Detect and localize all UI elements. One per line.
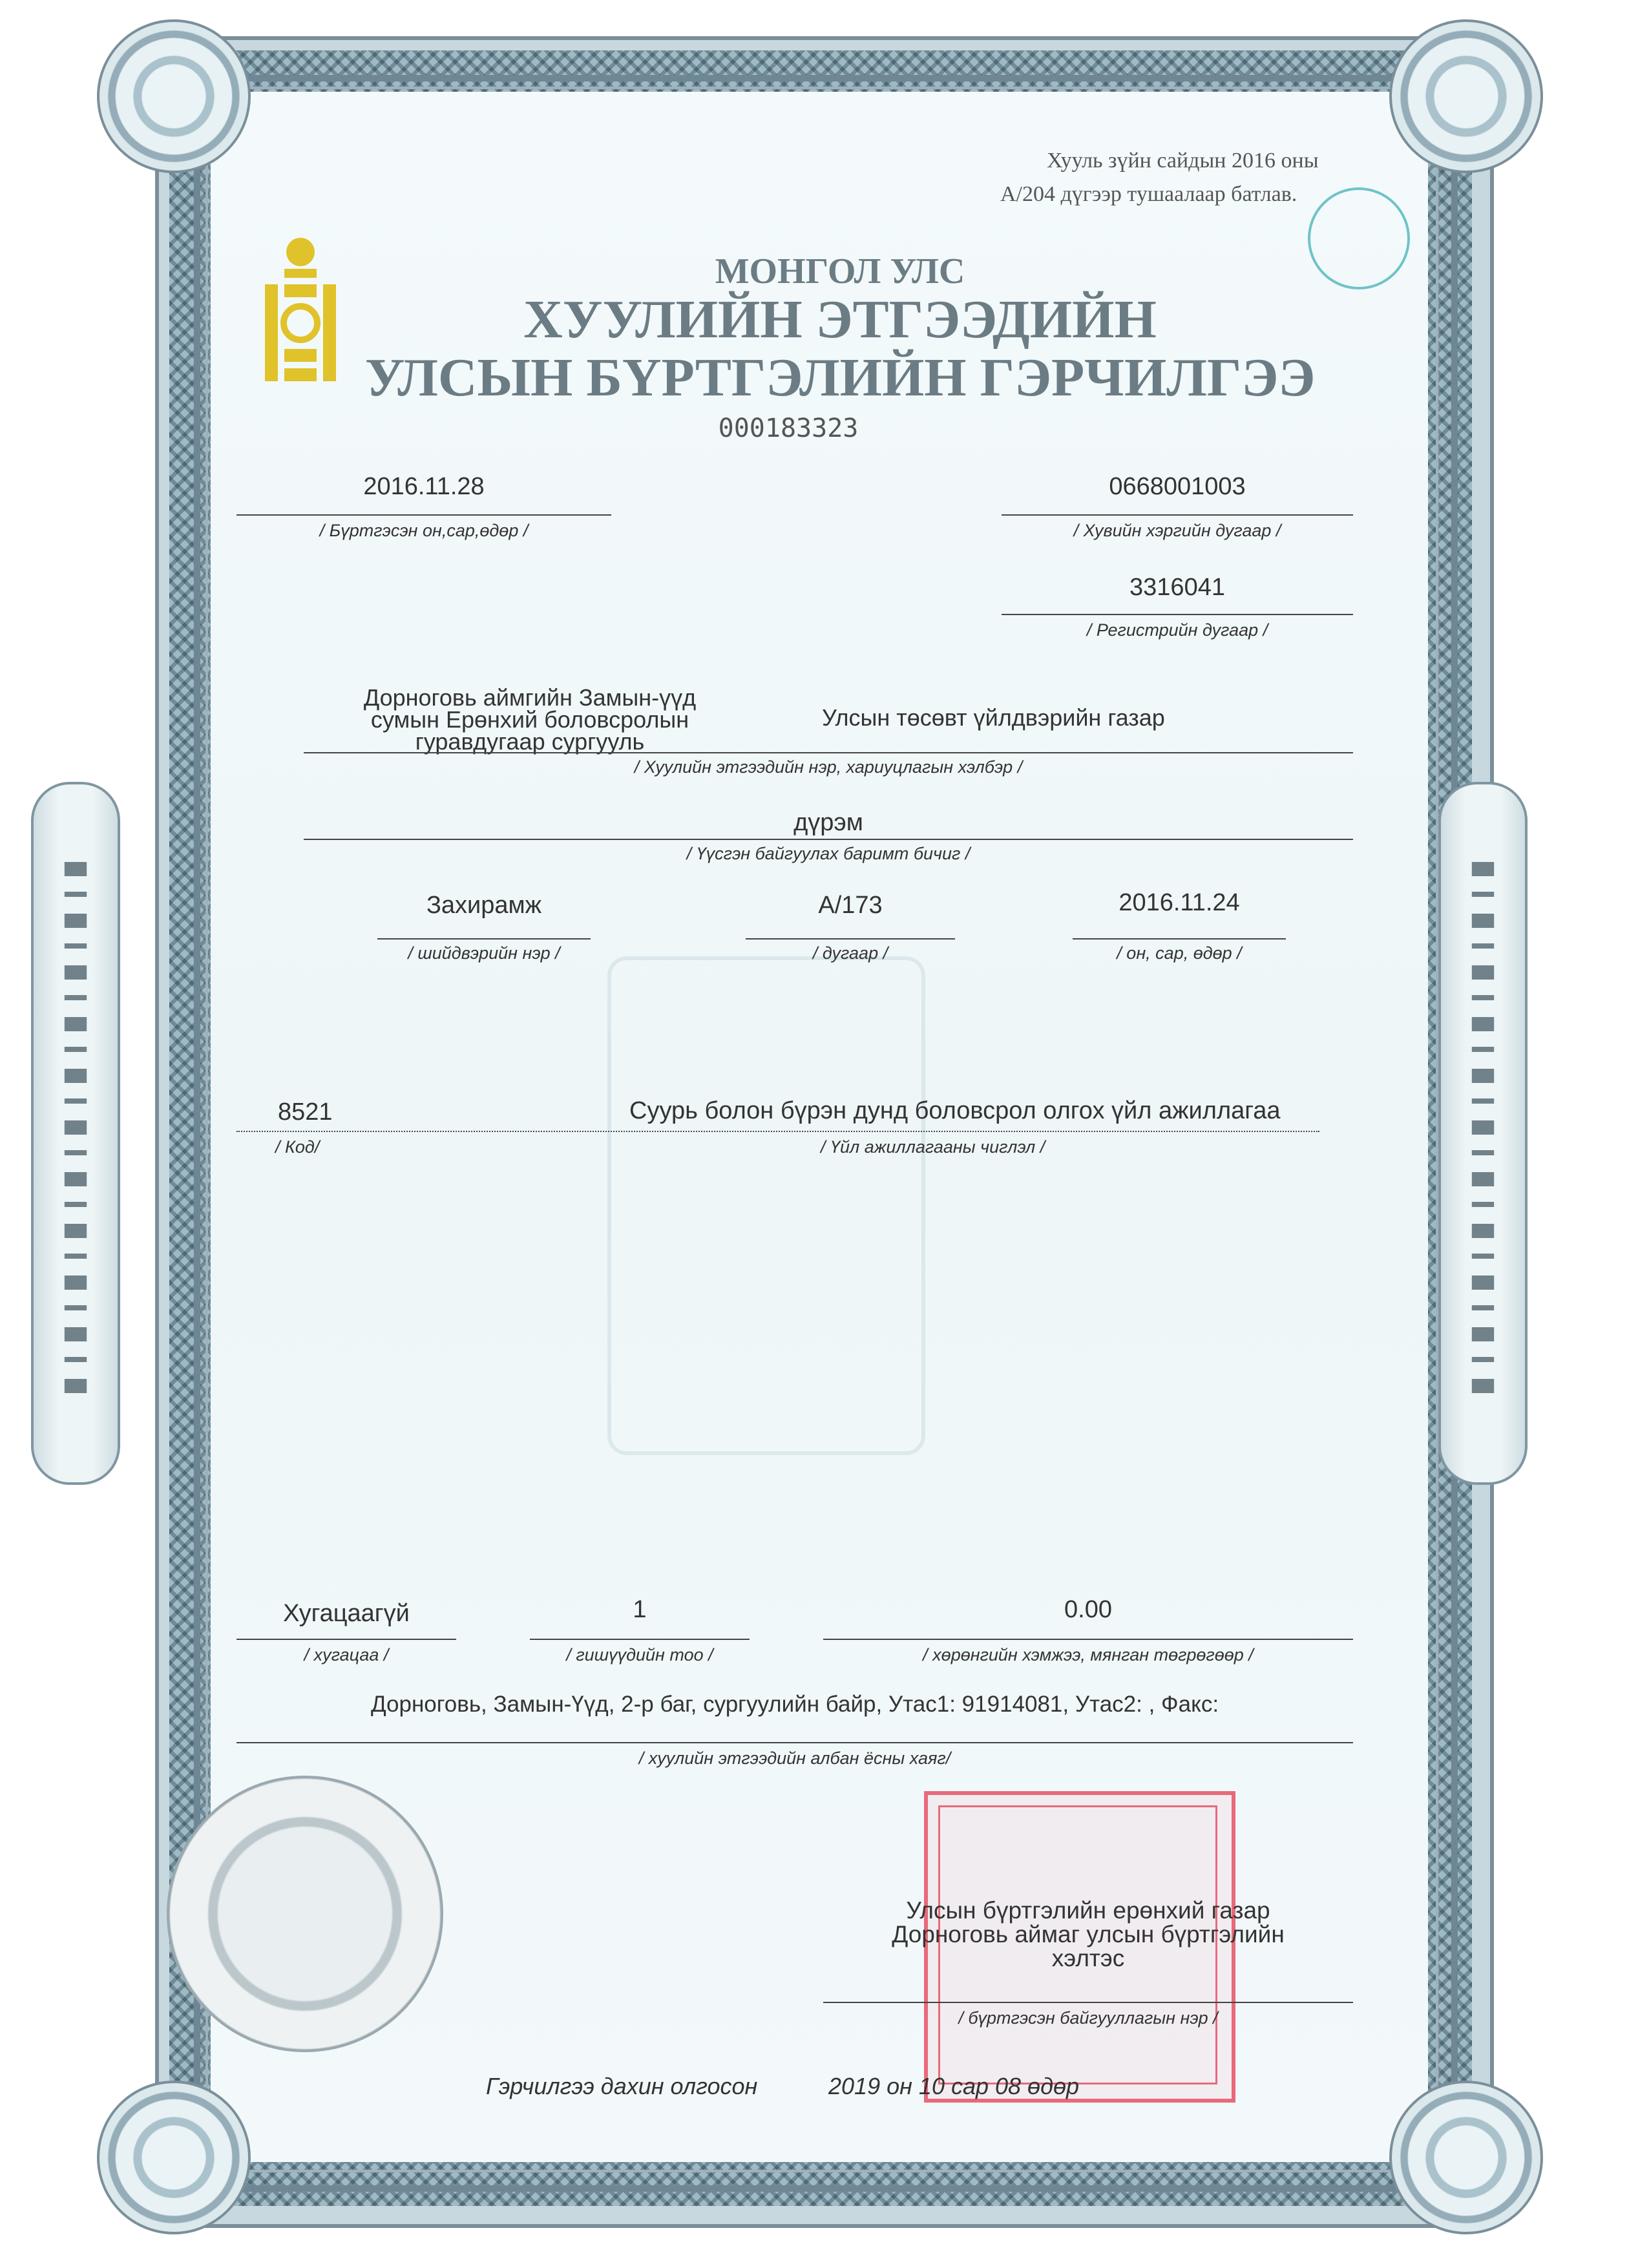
- register-number-value: 3316041: [1129, 574, 1225, 601]
- activity-code-label: / Код/: [275, 1137, 320, 1157]
- entity-name-line3: гуравдугаар сургууль: [415, 728, 645, 755]
- corner-ornament-bottom-right: [1389, 2081, 1543, 2234]
- address-value: Дорноговь, Замын-Үүд, 2-р баг, сургуулийн байр, Утас1: 91914081, Утас2: , Факс:: [370, 1692, 1219, 1717]
- capital-label: / хөрөнгийн хэмжээ, мянган төгрөгөөр /: [923, 1645, 1254, 1664]
- activity-code-value: 8521: [278, 1098, 333, 1126]
- side-panel-right: [1438, 782, 1528, 1485]
- official-seal: [167, 1776, 443, 2052]
- decision-number-value: А/173: [818, 892, 883, 919]
- founding-doc-value: дүрэм: [793, 809, 863, 836]
- register-number-label: / Регистрийн дугаар /: [1086, 620, 1268, 640]
- issuer-label: / бүртгэсэн байгууллагын нэр /: [958, 2008, 1218, 2028]
- address-line: [236, 1742, 1353, 1743]
- decision-number-line: [746, 938, 955, 940]
- entity-name-line2: сумын Ерөнхий боловсролын: [370, 706, 689, 733]
- founding-doc-label: / Үүсгэн байгуулах баримт бичиг /: [686, 844, 971, 863]
- term-value: Хугацаагүй: [283, 1600, 410, 1627]
- issuer-line: [823, 2002, 1353, 2003]
- decision-name-value: Захирамж: [426, 892, 542, 919]
- decision-date-value: 2016.11.24: [1119, 889, 1240, 916]
- term-label: / хугацаа /: [304, 1645, 389, 1664]
- address-label: / хуулийн этгээдийн албан ёсны хаяг/: [638, 1748, 951, 1768]
- registration-date-value: 2016.11.28: [363, 473, 485, 500]
- decision-date-line: [1073, 938, 1286, 940]
- corner-ornament-top-right: [1389, 19, 1543, 173]
- entity-label: / Хуулийн этгээдийн нэр, хариуцлагын хэлбэр /: [634, 757, 1023, 777]
- term-line: [236, 1639, 456, 1640]
- decision-number-label: / дугаар /: [812, 943, 888, 963]
- activity-line: [236, 1131, 1319, 1132]
- entity-line: [304, 752, 1353, 753]
- activity-description-label: / Үйл ажиллагааны чиглэл /: [821, 1137, 1045, 1157]
- approval-note-line2: А/204 дүгээр тушаалаар батлав.: [1000, 182, 1297, 206]
- entity-legal-form: Улсын төсөвт үйлдвэрийн газар: [822, 704, 1165, 731]
- decision-date-label: / он, сар, өдөр /: [1117, 943, 1242, 963]
- issuer-line1: Улсын бүртгэлийн ерөнхий газар: [906, 1897, 1270, 1924]
- side-panel-left: [31, 782, 120, 1485]
- case-number-line: [1002, 514, 1353, 516]
- country-name: МОНГОЛ УЛС: [715, 251, 965, 291]
- mongolian-script-right: [1455, 862, 1511, 1405]
- members-line: [530, 1639, 750, 1640]
- decision-name-line: [377, 938, 591, 940]
- approval-note-line1: Хууль зүйн сайдын 2016 оны: [1047, 149, 1319, 173]
- reissue-date: 2019 он 10 сар 08 өдөр: [828, 2073, 1080, 2099]
- corner-ornament-bottom-left: [97, 2081, 251, 2234]
- register-number-line: [1002, 614, 1353, 615]
- entity-name-line1: Дорноговь аймгийн Замын-үүд: [363, 684, 697, 711]
- capital-line: [823, 1639, 1353, 1640]
- case-number-value: 0668001003: [1109, 473, 1246, 500]
- certificate-title-line2: УЛСЫН БҮРТГЭЛИЙН ГЭРЧИЛГЭЭ: [364, 348, 1316, 408]
- issuer-line2: Дорноговь аймаг улсын бүртгэлийн: [892, 1921, 1285, 1948]
- mongolian-script-left: [48, 862, 103, 1405]
- issuer-line3: хэлтэс: [1051, 1945, 1125, 1971]
- registration-date-line: [236, 514, 611, 516]
- members-label: / гишүүдийн тоо /: [566, 1645, 713, 1664]
- case-number-label: / Хувийн хэргийн дугаар /: [1073, 521, 1281, 540]
- certificate-title-line1: ХУУЛИЙН ЭТГЭЭДИЙН: [523, 289, 1157, 350]
- registration-date-label: / Бүртгэсэн он,сар,өдөр /: [319, 521, 529, 540]
- founding-doc-line: [304, 839, 1353, 840]
- serial-number: 000183323: [718, 414, 859, 443]
- corner-ornament-top-left: [97, 19, 251, 173]
- capital-value: 0.00: [1064, 1596, 1112, 1623]
- members-value: 1: [633, 1596, 647, 1623]
- reissue-text: Гэрчилгээ дахин олгосон: [486, 2073, 758, 2099]
- decision-name-label: / шийдвэрийн нэр /: [408, 943, 560, 963]
- activity-description-value: Суурь болон бүрэн дунд боловсрол олгох үйл ажиллагаа: [629, 1097, 1281, 1124]
- watermark-emblem: [607, 956, 925, 1455]
